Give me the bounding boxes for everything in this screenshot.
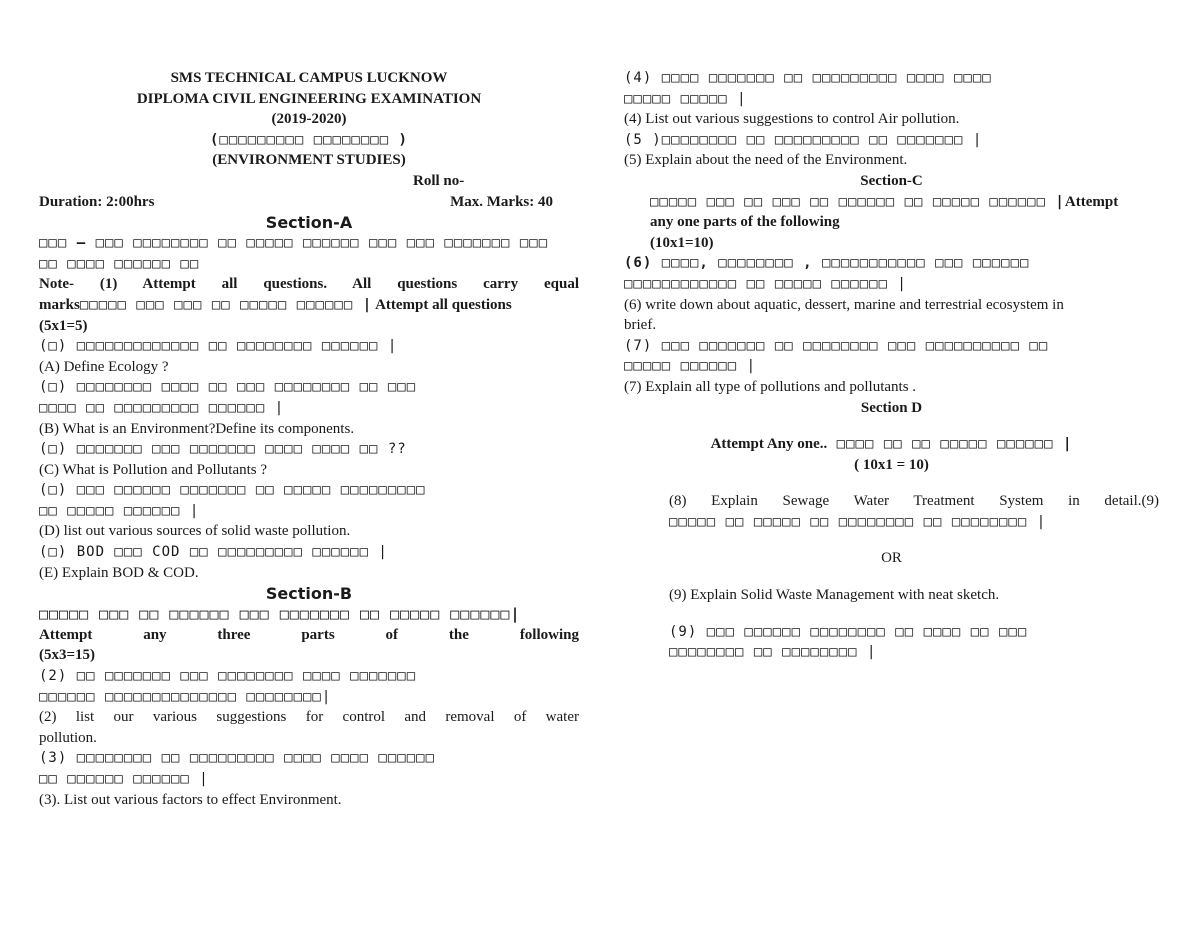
question-6-hindi-1: (6) □□□□, □□□□□□□□ , □□□□□□□□□□□ □□□ □□□□□□ (624, 255, 1030, 272)
question-d-hindi-2: □□ □□□□□ □□□□□□ | (39, 502, 200, 519)
question-2-line-1: (2) list our various suggestions for control and removal of water (39, 709, 579, 726)
question-2-hindi-2: □□□□□□ □□□□□□□□□□□□□□ □□□□□□□□| (39, 688, 332, 705)
question-a-hindi: (□) □□□□□□□□□□□□□ □□ □□□□□□□□ □□□□□□ | (39, 338, 398, 355)
note-marks: (5x1=5) (39, 317, 88, 334)
section-b-heading: Section-B (265, 584, 353, 604)
section-b-hindi: □□□□□ □□□ □□ □□□□□□ □□□ □□□□□□□ □□ □□□□□ □□□□□□| (39, 605, 521, 624)
question-b-hindi-1: (□) □□□□□□□□ □□□□ □□ □□□ □□□□□□□□ □□ □□□ (39, 379, 417, 396)
right-column (624, 68, 1159, 663)
question-4-hindi-2: □□□□□ □□□□□ | (624, 90, 747, 107)
question-3-hindi-2: □□ □□□□□□ □□□□□□ | (39, 771, 209, 787)
question-3: (3). List out various factors to effect Environment. (39, 791, 342, 808)
question-6-hindi-2: □□□□□□□□□□□□ □□ □□□□□ □□□□□□ | (624, 275, 907, 292)
session: (2019-2020) (271, 111, 347, 128)
question-d: (D) list out various sources of solid waste pollution. (39, 523, 351, 540)
note-line-2: marks□□□□□ □□□ □□□ □□ □□□□□ □□□□□□ | Attempt all questions (39, 296, 512, 313)
question-5: (5) Explain about the need of the Environment. (624, 152, 908, 169)
question-5-hindi: (5 )□□□□□□□□ □□ □□□□□□□□□ □□ □□□□□□□ | (624, 131, 983, 148)
roll-no: Roll no- (413, 172, 465, 189)
section-c-attempt: any one parts of the following (650, 214, 840, 231)
question-8-hindi: □□□□□ □□ □□□□□ □□ □□□□□□□□ □□ □□□□□□□□ | (669, 513, 1047, 530)
question-9: (9) Explain Solid Waste Management with neat sketch. (669, 587, 1000, 604)
or-separator: OR (881, 550, 902, 567)
question-b: (B) What is an Environment?Define its components. (39, 420, 355, 437)
duration-marks-row (39, 192, 579, 213)
section-c-instruction: □□□□□ □□□ □□ □□□ □□ □□□□□□ □□ □□□□□ □□□□□□ |Attempt (650, 193, 1119, 210)
question-4: (4) List out various suggestions to control Air pollution. (624, 111, 960, 128)
exam-title: DIPLOMA CIVIL ENGINEERING EXAMINATION (136, 90, 482, 107)
question-6-line-2: brief. (624, 317, 657, 334)
question-3-hindi-1: (3) □□□□□□□□ □□ □□□□□□□□□ □□□□ □□□□ □□□□□□ (39, 750, 436, 767)
institute-name: SMS TECHNICAL CAMPUS LUCKNOW (170, 70, 448, 86)
question-9-hindi-2: □□□□□□□□ □□ □□□□□□□□ | (669, 644, 877, 661)
question-9-hindi-1: (9) □□□ □□□□□□ □□□□□□□□ □□ □□□□ □□ □□□ (669, 623, 1028, 640)
question-7-hindi-2: □□□□□ □□□□□□ | (624, 358, 757, 375)
section-a-hindi-1: □□□ – □□□ □□□□□□□□ □□ □□□□□ □□□□□□ □□□ □□□ □□□□□□□ □□□ (39, 235, 549, 252)
subject: (ENVIRONMENT STUDIES) (212, 152, 406, 169)
question-7-hindi-1: (7) □□□ □□□□□□□ □□ □□□□□□□□ □□□ □□□□□□□□□□ □□ (624, 337, 1049, 354)
section-d-marks: ( 10x1 = 10) (854, 456, 929, 473)
left-column (39, 68, 579, 810)
section-a-heading: Section-A (265, 213, 353, 233)
max-marks: Max. Marks: 40 (450, 193, 553, 210)
question-a: (A) Define Ecology ? (39, 358, 169, 375)
question-c: (C) What is Pollution and Pollutants ? (39, 461, 268, 478)
note-line-1: Note- (1) Attempt all questions. All questions carry equal (39, 276, 579, 293)
question-2-hindi-1: (2) □□ □□□□□□□ □□□ □□□□□□□□ □□□□ □□□□□□□ (39, 668, 417, 685)
question-7: (7) Explain all type of pollutions and pollutants . (624, 378, 917, 395)
section-d-instruction: Attempt Any one.. □□□□ □□ □□ □□□□□ □□□□□□ | (710, 436, 1073, 453)
question-c-hindi: (□) □□□□□□□ □□□ □□□□□□□ □□□□ □□□□ □□ ?? (39, 441, 407, 458)
duration: Duration: 2:00hrs (39, 193, 155, 210)
question-e-hindi: (□) BOD □□□ COD □□ □□□□□□□□□ □□□□□□ | (39, 544, 388, 561)
section-d-heading: Section D (860, 399, 923, 416)
section-c-marks: (10x1=10) (650, 234, 714, 251)
section-b-marks: (5x3=15) (39, 647, 96, 664)
section-c-heading: Section-C (860, 172, 923, 189)
question-e: (E) Explain BOD & COD. (39, 564, 199, 581)
question-d-hindi-1: (□) □□□ □□□□□□ □□□□□□□ □□ □□□□□ □□□□□□□□□ (39, 482, 426, 499)
question-4-hindi-1: (4) □□□□ □□□□□□□ □□ □□□□□□□□□ □□□□ □□□□ (624, 70, 992, 86)
section-a-hindi-2: □□ □□□□ □□□□□□ □□ (39, 255, 200, 272)
question-6-line-1: (6) write down about aquatic, dessert, marine and terrestrial ecosystem in (624, 296, 1064, 313)
subject-hindi: (□□□□□□□□□ □□□□□□□□ ) (209, 131, 408, 148)
question-2-line-2: pollution. (39, 729, 97, 746)
section-b-attempt: Attempt any three parts of the following (39, 626, 579, 643)
question-b-hindi-2: □□□□ □□ □□□□□□□□□ □□□□□□ | (39, 399, 285, 416)
question-8: (8) Explain Sewage Water Treatment System in detail.(9) (669, 493, 1159, 510)
